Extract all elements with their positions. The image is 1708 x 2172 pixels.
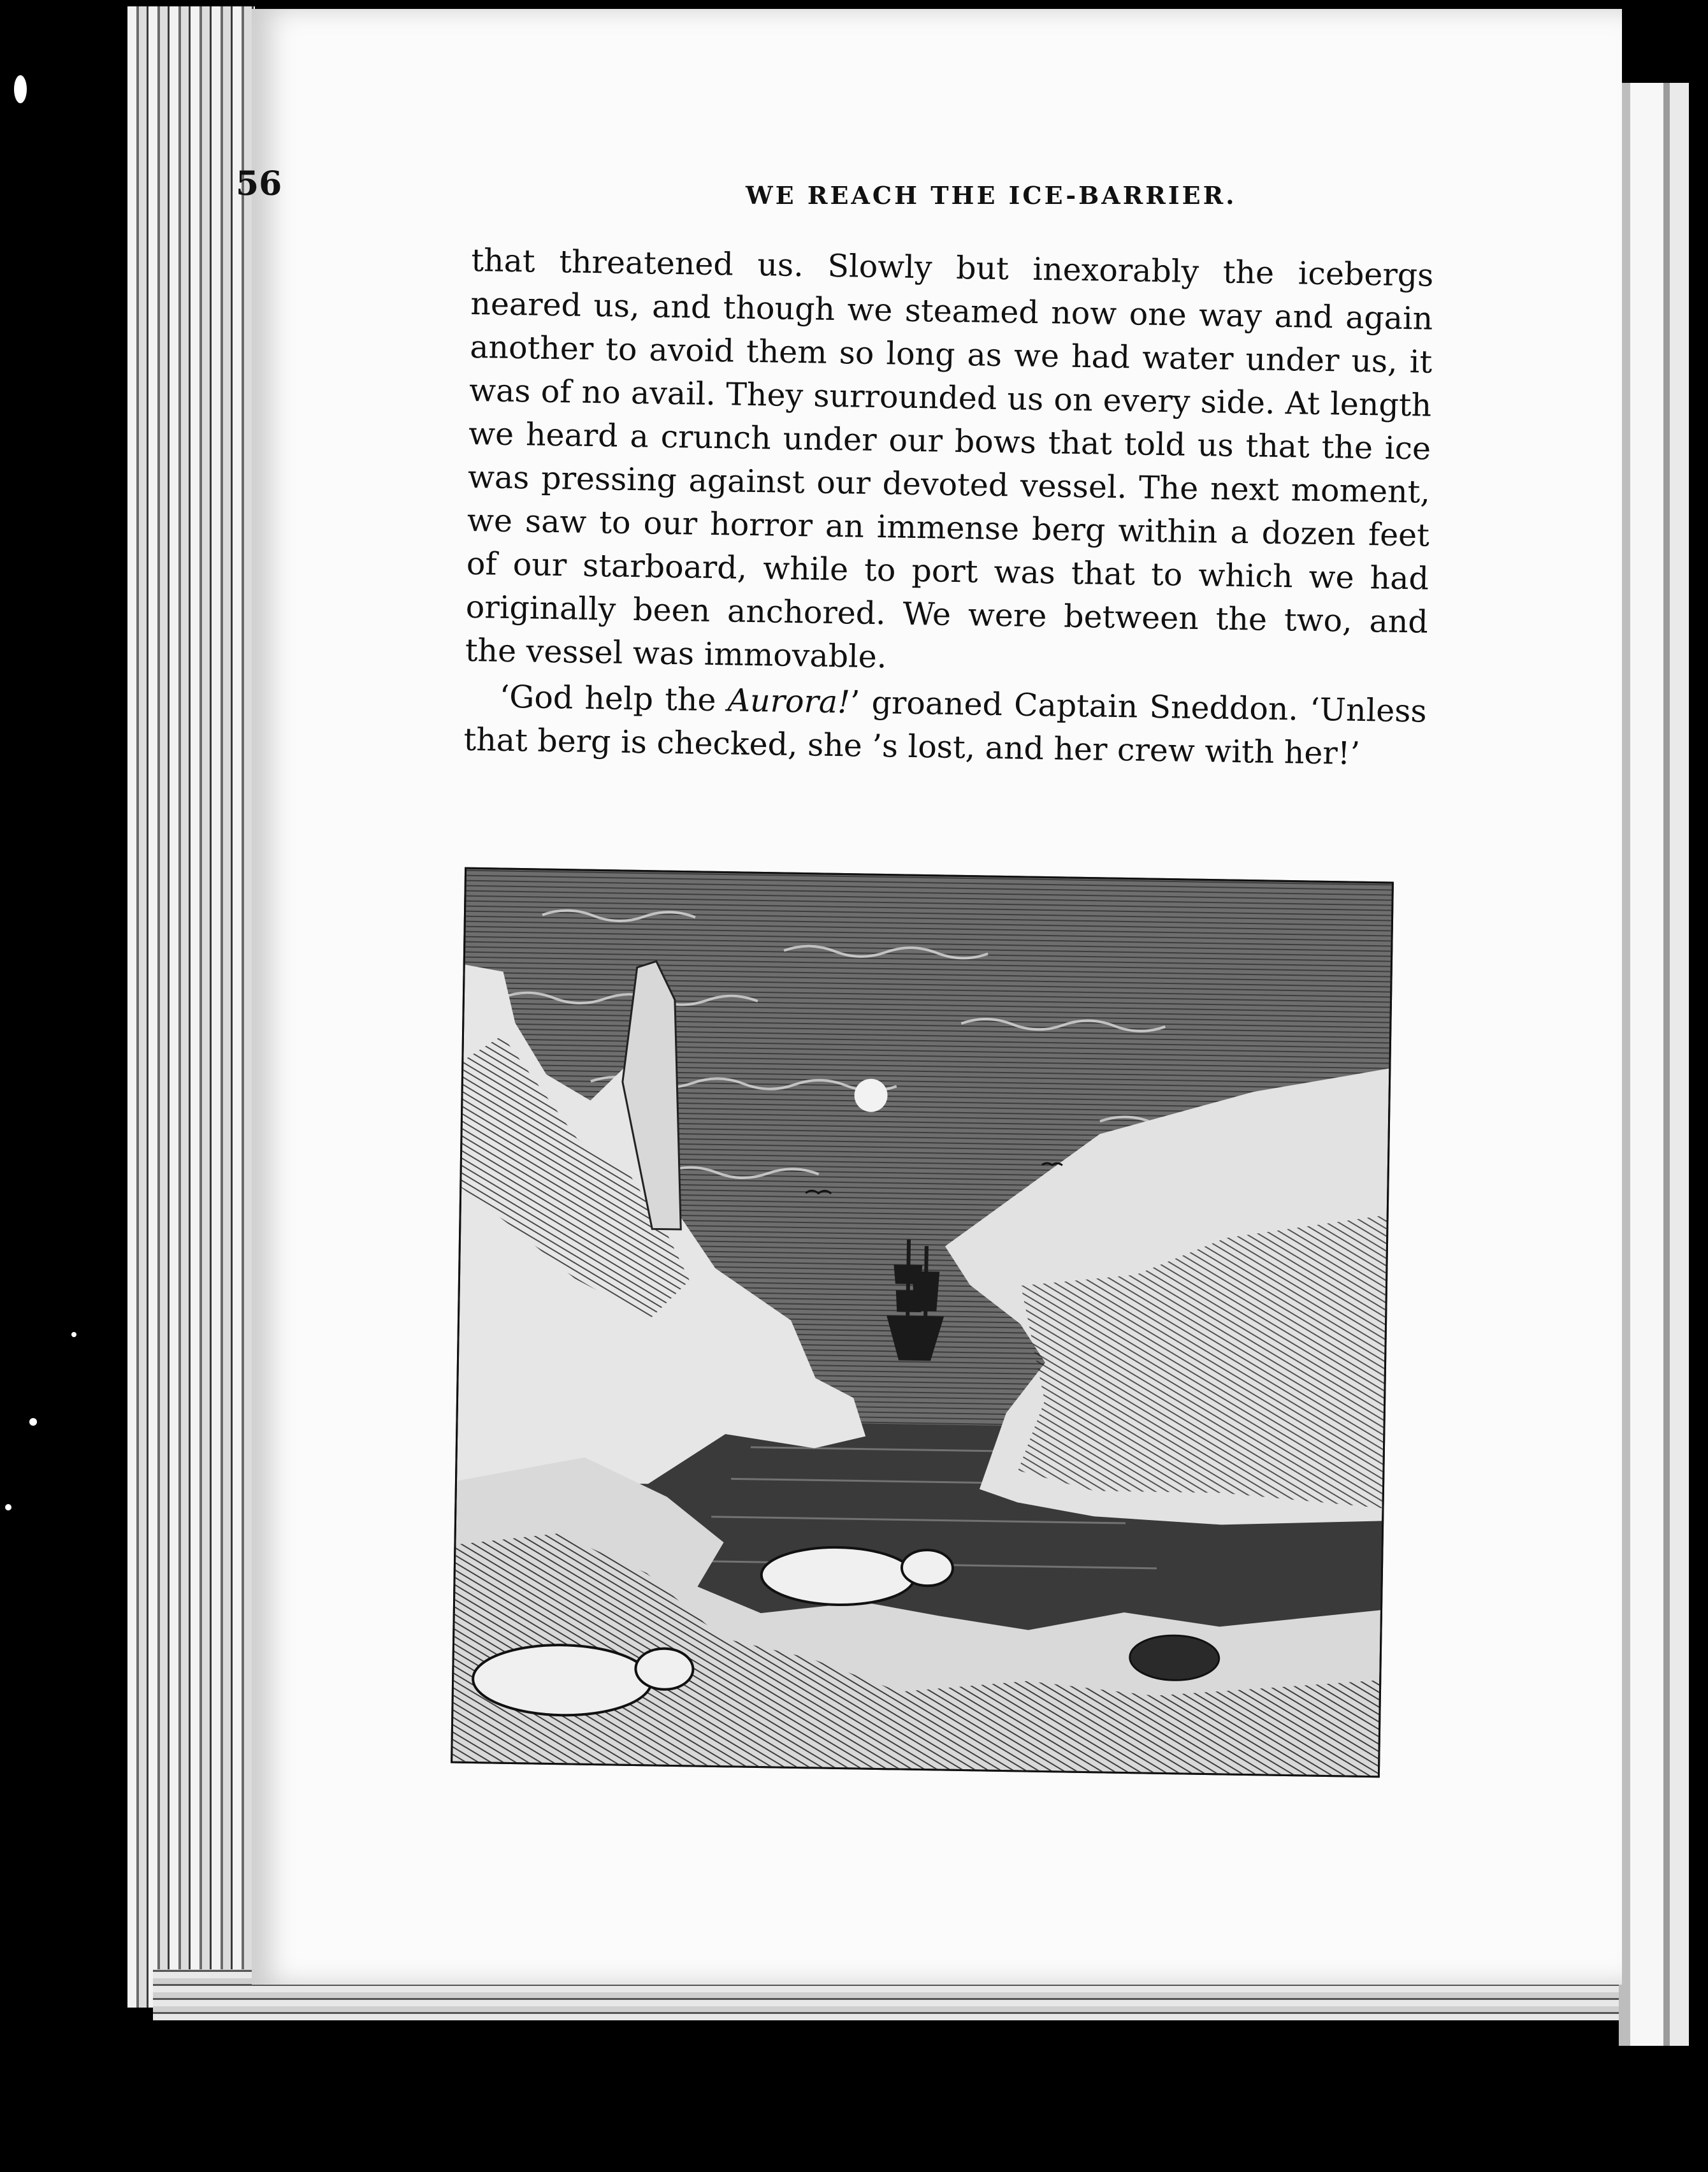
book-page-edges	[127, 6, 255, 2008]
body-text	[463, 239, 1434, 777]
engraving-illustration	[451, 867, 1394, 1778]
page-number: 56	[236, 164, 282, 203]
scan-speck	[29, 1418, 37, 1426]
engraving-svg	[452, 869, 1392, 1776]
walrus	[1129, 1635, 1219, 1681]
scan-speck	[71, 1332, 76, 1337]
quote-opening: ‘God help the	[499, 678, 728, 719]
scan-speck	[14, 75, 27, 103]
paragraph-1: that threatened us. Slowly but inexorably the icebergs neared us, and though we steamed now one way and again another to avoid them so long as we had water under us, it was of no avail. They surrounded us on every side. At length we heard a crunch under our bows that told us that the ice was pressing against our devoted vessel. The next moment, we saw to our horror an immense berg within a dozen feet of our starboard, while to port was that to which we had originally been anchored. We were between the two, and the vessel was immovable.	[465, 242, 1434, 676]
paragraph-2	[463, 675, 1427, 777]
facing-page-edge	[1619, 83, 1689, 2046]
ship-name: Aurora!	[727, 682, 851, 721]
scan-speck	[5, 1504, 11, 1510]
running-head-title: WE REACH THE ICE-BARRIER.	[746, 181, 1237, 210]
quote-rest: ’ groaned Captain Sneddon. ‘Unless that berg is checked, she ’s lost, and her crew with her!’	[463, 684, 1427, 772]
running-head	[236, 164, 1434, 222]
